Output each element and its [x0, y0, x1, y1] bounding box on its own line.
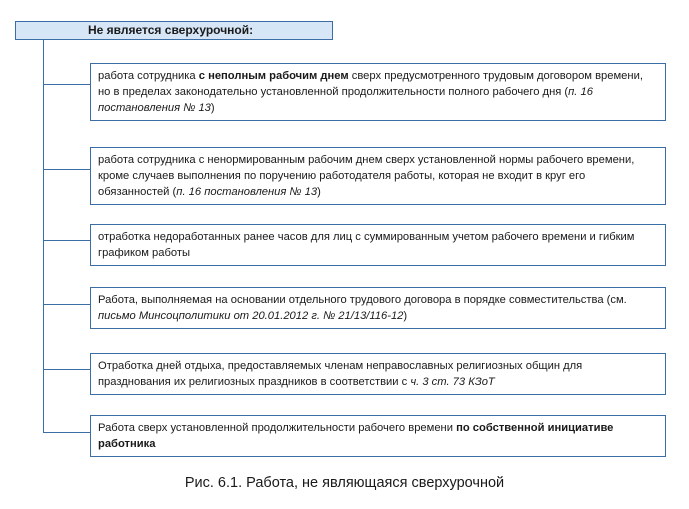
item-box-5	[90, 353, 666, 395]
item-box-6	[90, 415, 666, 457]
item-4-text-segment: )	[403, 310, 408, 322]
item-1-text-segment: сверх предусмотренного трудовым договором времени, но в пределах законодательно установленной продолжительности полного рабочего дня (	[98, 70, 643, 98]
connector-line-4	[43, 304, 90, 305]
connector-line-2	[43, 169, 90, 170]
item-box-2	[90, 147, 666, 205]
item-6-text-segment: по собственной инициативе работника	[98, 422, 614, 450]
item-2-text-segment: п. 16 постановления № 13	[176, 186, 318, 198]
diagram-header-title: Не является сверхурочной:	[88, 23, 254, 37]
item-1-text-segment: п. 16 постановления № 13	[98, 86, 593, 114]
item-1-text-segment: с неполным рабочим днем	[198, 70, 349, 82]
connector-line-1	[43, 84, 90, 85]
connector-line-3	[43, 240, 90, 241]
item-box-1	[90, 63, 666, 121]
connector-vertical-line	[43, 40, 44, 433]
item-6-text-segment: Работа сверх установленной продолжительности рабочего времени	[98, 422, 457, 434]
item-4-text-segment: Работа, выполняемая на основании отдельного трудового договора в порядке совместительства (см.	[98, 294, 627, 306]
item-4-text-segment: письмо Минсоцполитики от 20.01.2012 г. № 21/13/116-12	[98, 310, 404, 322]
item-1-text-segment: работа сотрудника	[98, 70, 199, 82]
diagram-header	[15, 21, 333, 40]
figure-caption: Рис. 6.1. Работа, не являющаяся сверхурочной	[184, 475, 505, 491]
item-2-text-segment: )	[317, 186, 321, 198]
connector-line-5	[43, 369, 90, 370]
item-5-text-segment: Отработка дней отдыха, предоставляемых членам неправославных религиозных общин для празднования их религиозных праздников в соответствии с	[98, 360, 583, 388]
item-5-text-segment: ч. 3 ст. 73 КЗоТ	[410, 376, 495, 388]
item-2-text-segment: работа сотрудника с ненормированным рабочим днем сверх установленной нормы рабочего времени, кроме случаев выполнения по поручению работодателя работы, которая не входит в круг его обязанностей (	[98, 154, 635, 198]
item-box-3	[90, 224, 666, 266]
connector-line-6	[43, 432, 90, 433]
item-3-text-segment: отработка недоработанных ранее часов для лиц с суммированным учетом рабочего времени и гибким графиком работы	[98, 231, 635, 259]
item-1-text-segment: )	[210, 102, 215, 114]
item-box-4	[90, 287, 666, 329]
